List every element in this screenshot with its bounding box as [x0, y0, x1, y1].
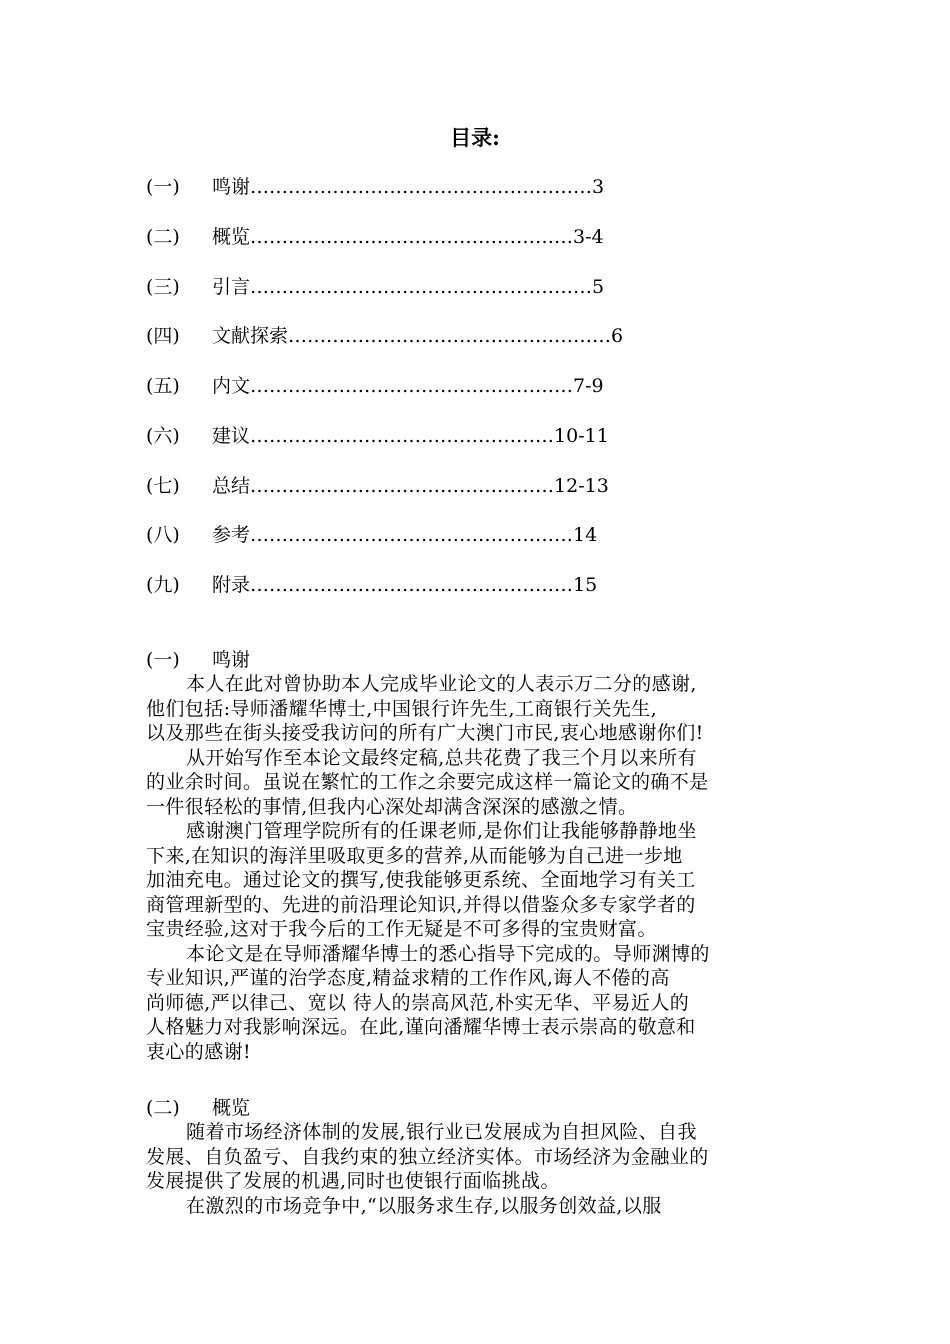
toc-entry — [146, 273, 604, 301]
toc-entry-page: 5 — [592, 276, 605, 298]
text-line: 随着市场经济体制的发展,银行业已发展成为自担风险、自我 — [186, 1121, 697, 1143]
toc-entry-number: (四) — [146, 325, 180, 347]
text-line: 从开始写作至本论文最终定稿,总共花费了我三个月以来所有 — [186, 746, 697, 769]
text-line: 本论文是在导师潘耀华博士的悉心指导下完成的。导师渊博的 — [186, 942, 710, 965]
toc-entry-leader: …………………………………………… — [250, 375, 574, 397]
text-line: 他们包括:导师潘耀华博士,中国银行许先生,工商银行关先生, — [146, 697, 658, 720]
section-overview — [146, 1096, 806, 1218]
toc-entry — [146, 173, 604, 201]
text-line: 感谢澳门管理学院所有的任课老师,是你们让我能够静静地坐 — [186, 820, 697, 842]
section-acknowledgements — [146, 648, 806, 1064]
paragraph — [146, 746, 806, 820]
toc-entry-number: (九) — [146, 574, 180, 596]
text-line: 发展、自负盈亏、自我约束的独立经济实体。市场经济为金融业的 — [146, 1145, 709, 1168]
toc-entry-leader: ………………………………………… — [250, 475, 555, 497]
section-heading — [146, 1096, 806, 1120]
text-line: 以及那些在街头接受我访问的所有广大澳门市民,衷心地感谢你们! — [146, 722, 704, 744]
text-line: 在激烈的市场竞争中,“以服务求生存,以服务创效益,以服 — [186, 1194, 662, 1217]
toc-entry-leader: ………………………………………… — [250, 425, 555, 447]
toc-entry-number: (六) — [146, 425, 180, 447]
toc-entry-page: 3 — [592, 176, 605, 198]
toc-entry-number: (七) — [146, 475, 180, 497]
toc-entry-label: 概览 — [212, 226, 251, 248]
toc-entry-number: (一) — [146, 176, 180, 198]
toc-entry-page: 10-11 — [554, 425, 609, 447]
toc-entry-number: (三) — [146, 276, 180, 298]
toc-entry — [146, 571, 597, 599]
text-line: 专业知识,严谨的治学态度,精益求精的工作作风,诲人不倦的高 — [146, 967, 670, 989]
text-line: 衷心的感谢! — [146, 1040, 252, 1063]
toc-entry-page: 14 — [573, 524, 598, 546]
text-line: 尚师德,严以律己、宽以 待人的崇高风范,朴实无华、平易近人的 — [146, 991, 690, 1014]
toc-entry-label: 建议 — [212, 425, 251, 447]
toc-entry-page: 3-4 — [573, 226, 604, 248]
toc-entry — [146, 322, 623, 350]
section-number: (一) — [146, 649, 180, 671]
toc-entry-label: 鸣谢 — [212, 176, 251, 198]
toc-entry-label: 总结 — [212, 475, 251, 497]
toc-entry-number: (八) — [146, 524, 180, 546]
text-line: 本人在此对曾协助本人完成毕业论文的人表示万二分的感谢, — [186, 673, 697, 695]
text-line: 人格魅力对我影响深远。在此,谨向潘耀华博士表示崇高的敬意和 — [146, 1016, 696, 1038]
section-title: 概览 — [212, 1097, 251, 1119]
text-line: 一件很轻松的事情,但我内心深处却满含深深的感激之情。 — [146, 795, 638, 818]
section-title: 鸣谢 — [212, 649, 251, 671]
toc-entry-label: 文献探索 — [212, 325, 289, 347]
section-number: (二) — [146, 1097, 180, 1119]
section-heading — [146, 648, 806, 672]
paragraph — [146, 672, 806, 746]
toc-entry-label: 附录 — [212, 574, 251, 596]
toc-entry — [146, 372, 604, 400]
paragraph — [146, 819, 806, 942]
paragraph — [146, 1120, 806, 1194]
paragraph — [146, 942, 806, 1065]
toc-entry-number: (二) — [146, 226, 180, 248]
text-line: 发展提供了发展的机遇,同时也使银行面临挑战。 — [146, 1170, 560, 1192]
toc-entry-leader: ……………………………………………… — [250, 176, 593, 198]
toc-entry — [146, 521, 597, 549]
toc-entry — [146, 223, 604, 251]
text-line: 加油充电。通过论文的撰写,使我能够更系统、全面地学习有关工 — [146, 869, 696, 891]
paragraph — [146, 1194, 806, 1219]
toc-title: 目录: — [450, 125, 500, 150]
toc-entry-page: 7-9 — [573, 375, 604, 397]
toc-entry-leader: …………………………………………… — [250, 226, 574, 248]
text-line: 商管理新型的、先进的前沿理论知识,并得以借鉴众多专家学者的 — [146, 893, 696, 916]
toc-entry-leader: …………………………………………… — [288, 325, 612, 347]
text-line: 的业余时间。虽说在繁忙的工作之余要完成这样一篇论文的确不是 — [146, 771, 709, 793]
toc-entry-number: (五) — [146, 375, 180, 397]
toc-entry-label: 内文 — [212, 375, 251, 397]
toc-entry-page: 15 — [573, 574, 598, 596]
toc-entry-leader: ……………………………………………… — [250, 276, 593, 298]
toc-entry-leader: …………………………………………… — [250, 574, 574, 596]
toc-entry — [146, 472, 609, 500]
toc-entry-page: 12-13 — [554, 475, 609, 497]
text-line: 宝贵经验,这对于我今后的工作无疑是不可多得的宝贵财富。 — [146, 918, 657, 940]
text-line: 下来,在知识的海洋里吸取更多的营养,从而能够为自己进一步地 — [146, 844, 683, 867]
toc-entry-leader: …………………………………………… — [250, 524, 574, 546]
toc-entry-page: 6 — [611, 325, 624, 347]
toc-entry-label: 引言 — [212, 276, 251, 298]
toc-entry — [146, 422, 609, 450]
toc-entry-label: 参考 — [212, 524, 251, 546]
